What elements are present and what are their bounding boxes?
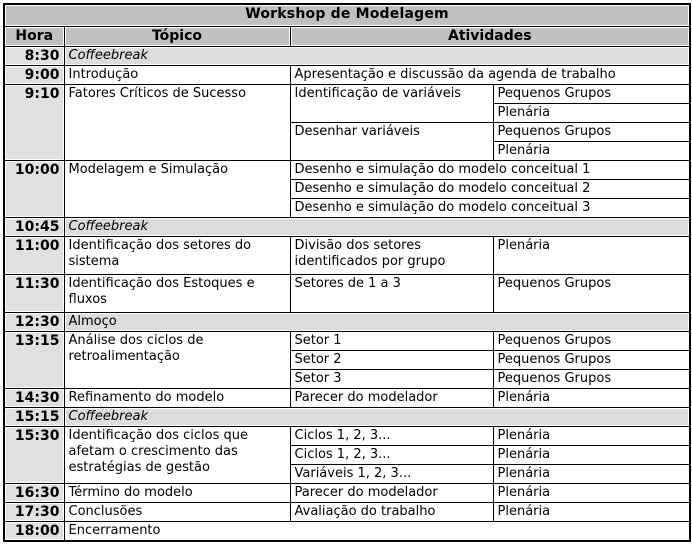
activity-cell: Setor 3	[290, 369, 493, 388]
activity-cell: Avaliação do trabalho	[290, 502, 493, 521]
topic-cell: Introdução	[64, 65, 290, 84]
topic-cell: Identificação dos ciclos que afetam o crescimento das estratégias de gestão	[64, 426, 290, 483]
topic-cell: Identificação dos Estoques e fluxos	[64, 274, 290, 312]
activity-cell: Identificação de variáveis	[290, 84, 493, 122]
table-row	[4, 426, 690, 445]
topic-cell: Fatores Críticos de Sucesso	[64, 84, 290, 160]
time-cell: 8:30	[4, 46, 64, 65]
mode-cell: Plenária	[493, 141, 690, 160]
mode-cell: Plenária	[493, 236, 690, 274]
activity-cell: Desenho e simulação do modelo conceitual 3	[290, 198, 690, 217]
time-cell: 15:15	[4, 407, 64, 426]
table-row	[4, 331, 690, 350]
topic-cell: Identificação dos setores do sistema	[64, 236, 290, 274]
table-row	[4, 65, 690, 84]
mode-cell: Plenária	[493, 388, 690, 407]
activity-cell: Parecer do modelador	[290, 483, 493, 502]
column-header-topico: Tópico	[64, 26, 290, 46]
activity-cell: Setor 1	[290, 331, 493, 350]
time-cell: 18:00	[4, 521, 64, 541]
mode-cell: Plenária	[493, 426, 690, 445]
topic-cell: Término do modelo	[64, 483, 290, 502]
mode-cell: Plenária	[493, 502, 690, 521]
break-cell: Coffeebreak	[64, 217, 690, 236]
time-cell: 15:30	[4, 426, 64, 483]
activity-cell: Divisão dos setores identificados por grupo	[290, 236, 493, 274]
time-cell: 9:10	[4, 84, 64, 160]
topic-cell: Modelagem e Simulação	[64, 160, 290, 217]
table-row	[4, 312, 690, 331]
table-row	[4, 388, 690, 407]
time-cell: 10:00	[4, 160, 64, 217]
activity-cell: Desenhar variáveis	[290, 122, 493, 160]
table-title: Workshop de Modelagem	[4, 4, 690, 26]
table-row	[4, 160, 690, 179]
activity-cell: Apresentação e discussão da agenda de trabalho	[290, 65, 690, 84]
time-cell: 10:45	[4, 217, 64, 236]
workshop-schedule-table	[3, 3, 691, 542]
break-cell: Coffeebreak	[64, 46, 690, 65]
activity-cell: Desenho e simulação do modelo conceitual 1	[290, 160, 690, 179]
activity-cell: Desenho e simulação do modelo conceitual 2	[290, 179, 690, 198]
mode-cell: Pequenos Grupos	[493, 350, 690, 369]
table-row	[4, 46, 690, 65]
activity-cell: Setores de 1 a 3	[290, 274, 493, 312]
table-row	[4, 502, 690, 521]
time-cell: 13:15	[4, 331, 64, 388]
table-row	[4, 483, 690, 502]
closing-cell: Encerramento	[64, 521, 690, 541]
mode-cell: Plenária	[493, 103, 690, 122]
table-row	[4, 274, 690, 312]
mode-cell: Pequenos Grupos	[493, 274, 690, 312]
topic-cell: Conclusões	[64, 502, 290, 521]
time-cell: 14:30	[4, 388, 64, 407]
time-cell: 11:00	[4, 236, 64, 274]
break-cell: Almoço	[64, 312, 690, 331]
mode-cell: Pequenos Grupos	[493, 369, 690, 388]
mode-cell: Plenária	[493, 464, 690, 483]
activity-cell: Variáveis 1, 2, 3...	[290, 464, 493, 483]
time-cell: 9:00	[4, 65, 64, 84]
mode-cell: Plenária	[493, 445, 690, 464]
mode-cell: Pequenos Grupos	[493, 84, 690, 103]
mode-cell: Pequenos Grupos	[493, 122, 690, 141]
column-header-hora: Hora	[4, 26, 64, 46]
mode-cell: Plenária	[493, 483, 690, 502]
topic-cell: Refinamento do modelo	[64, 388, 290, 407]
activity-cell: Setor 2	[290, 350, 493, 369]
column-header-atividades: Atividades	[290, 26, 690, 46]
time-cell: 12:30	[4, 312, 64, 331]
break-cell: Coffeebreak	[64, 407, 690, 426]
activity-cell: Ciclos 1, 2, 3...	[290, 426, 493, 445]
table-row	[4, 521, 690, 541]
time-cell: 11:30	[4, 274, 64, 312]
time-cell: 17:30	[4, 502, 64, 521]
topic-cell: Análise dos ciclos de retroalimentação	[64, 331, 290, 388]
table-row	[4, 217, 690, 236]
table-row	[4, 84, 690, 103]
time-cell: 16:30	[4, 483, 64, 502]
mode-cell: Pequenos Grupos	[493, 331, 690, 350]
table-row	[4, 407, 690, 426]
activity-cell: Parecer do modelador	[290, 388, 493, 407]
table-row	[4, 236, 690, 274]
activity-cell: Ciclos 1, 2, 3...	[290, 445, 493, 464]
